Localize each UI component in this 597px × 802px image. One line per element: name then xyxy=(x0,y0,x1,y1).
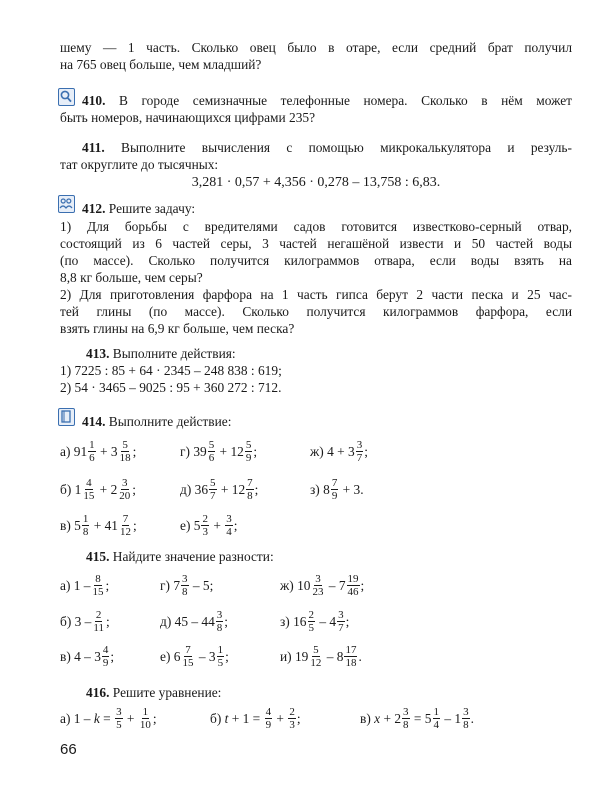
numerator: 3 xyxy=(116,705,122,718)
text-line: быть номеров, начинающихся цифрами 235? xyxy=(60,110,316,125)
fraction xyxy=(217,644,225,669)
denominator: 20 xyxy=(119,489,131,502)
item-label: ж) xyxy=(310,443,328,459)
expr-text: . xyxy=(470,710,474,726)
item-label: в) xyxy=(60,517,75,533)
expr-text: 36 xyxy=(194,481,209,497)
expr-text: 5 xyxy=(74,517,81,533)
fraction xyxy=(181,644,194,669)
text-line: 1) Для борьбы с вредителями садов готовится известково-серный отвар, xyxy=(60,219,572,234)
fraction xyxy=(102,644,110,669)
denominator: 7 xyxy=(210,489,216,502)
item-label: д) xyxy=(180,481,195,497)
denominator: 10 xyxy=(139,718,151,731)
fraction xyxy=(402,706,410,731)
expr-text: ; xyxy=(105,613,110,629)
denominator: 8 xyxy=(247,489,253,502)
item-label: д) xyxy=(160,613,175,629)
expr-text: 1 xyxy=(74,481,82,497)
expr-text: ; xyxy=(132,517,137,533)
text-line: 8,8 кг больше, чем серы? xyxy=(60,270,203,285)
problem-number: 413. xyxy=(86,346,110,361)
expr-text: ; xyxy=(364,443,368,459)
fraction xyxy=(88,439,96,464)
expr-text: 7 xyxy=(173,577,181,593)
numerator: 3 xyxy=(315,572,321,585)
numerator: 8 xyxy=(95,572,101,585)
problem-number: 411. xyxy=(82,140,105,155)
numerator: 5 xyxy=(245,438,252,451)
expr-text: 19 xyxy=(294,648,309,664)
fraction xyxy=(209,477,217,502)
expr-text: + xyxy=(273,710,288,726)
problem-title: Решите задачу: xyxy=(108,201,196,216)
denominator: 23 xyxy=(312,585,324,598)
fraction xyxy=(462,706,470,731)
exercise-item xyxy=(60,510,137,540)
expr-text: 8 xyxy=(323,481,330,497)
exercise-item xyxy=(310,436,368,466)
fraction xyxy=(288,706,296,731)
numerator: 2 xyxy=(289,705,295,718)
exercise-item xyxy=(160,606,228,636)
expr-text: ; xyxy=(224,613,229,629)
expr-text: 10 xyxy=(297,577,311,593)
expr-text: + 12 xyxy=(216,443,244,459)
expr-text: = 5 xyxy=(410,710,432,726)
denominator: 4 xyxy=(226,525,232,538)
expr-text: ; xyxy=(105,577,110,593)
fraction xyxy=(139,706,152,731)
fraction xyxy=(92,573,105,598)
exercise-item xyxy=(160,570,213,600)
item-label: б) xyxy=(210,710,225,726)
problem-title: Решите уравнение: xyxy=(112,685,222,700)
item-label: а) xyxy=(60,577,74,593)
numerator: 17 xyxy=(345,643,357,656)
text-line: 1) 7225 : 85 + 64 · 2345 – 248 838 : 619; xyxy=(60,363,282,378)
denominator: 8 xyxy=(403,718,409,731)
problem-title: Найдите значение разности: xyxy=(112,549,274,564)
numerator: 2 xyxy=(95,608,102,621)
expr-text: ; xyxy=(296,710,301,726)
expr-text: ; xyxy=(254,481,259,497)
expr-text: – 7 xyxy=(325,577,346,593)
denominator: 12 xyxy=(310,656,322,669)
text-line: тей глины (по массе). Сколько получится килограммов фарфора, если xyxy=(60,304,572,319)
denominator: 5 xyxy=(217,656,224,669)
expr-text: 4 + 3 xyxy=(327,443,355,459)
fraction xyxy=(331,477,339,502)
denominator: 12 xyxy=(119,525,131,538)
text-line: В городе семизначные телефонные номера. Сколько в нём может xyxy=(119,93,572,108)
expr-text: 3 – xyxy=(74,613,92,629)
denominator: 5 xyxy=(308,621,314,634)
fraction xyxy=(119,439,132,464)
magnifier-icon xyxy=(58,88,75,106)
fraction xyxy=(201,513,209,538)
item-label: в) xyxy=(360,710,375,726)
problem-title: Выполните действие: xyxy=(108,414,232,429)
expr-text: + 41 xyxy=(90,517,118,533)
fraction xyxy=(92,609,105,634)
exercise-item xyxy=(60,436,136,466)
numerator: 3 xyxy=(182,572,188,585)
fraction xyxy=(245,439,253,464)
problem-number: 416. xyxy=(86,685,110,700)
problem-number: 415. xyxy=(86,549,110,564)
text-line: 2) 54 · 3465 – 9025 : 95 + 360 272 : 712. xyxy=(60,380,282,395)
numerator: 5 xyxy=(313,643,319,656)
denominator: 9 xyxy=(265,718,272,731)
expr-text: ; xyxy=(360,577,365,593)
problem-title: Выполните действия: xyxy=(112,346,236,361)
equation-item xyxy=(210,703,301,733)
text-line: тат округлите до тысячных: xyxy=(60,157,219,172)
text-line: Выполните вычисления с помощью микрокалькулятора и резуль- xyxy=(121,140,572,155)
expr-text: . xyxy=(358,648,362,664)
numerator: 4 xyxy=(86,476,92,489)
numerator: 3 xyxy=(356,438,363,451)
denominator: 4 xyxy=(433,718,439,731)
denominator: 15 xyxy=(92,585,104,598)
text-line: на 765 овец больше, чем младший? xyxy=(60,57,262,72)
exercise-item xyxy=(280,606,349,636)
text-line: взять глины на 6,9 кг больше, чем песка? xyxy=(60,321,295,336)
expr-text: + 1 = xyxy=(228,710,264,726)
numerator: 1 xyxy=(433,705,439,718)
expr-text: 16 xyxy=(293,613,307,629)
numerator: 5 xyxy=(122,438,128,451)
numerator: 3 xyxy=(338,608,344,621)
numerator: 7 xyxy=(185,643,191,656)
item-label: б) xyxy=(60,481,75,497)
expr-text: 4 – 3 xyxy=(74,648,101,664)
denominator: 46 xyxy=(347,585,359,598)
numerator: 1 xyxy=(82,512,89,525)
denominator: 7 xyxy=(338,621,344,634)
denominator: 8 xyxy=(216,621,223,634)
numerator: 1 xyxy=(142,705,149,718)
expr-text: 1 – xyxy=(73,577,91,593)
expr-text: – 5; xyxy=(189,577,214,593)
expr-text: = xyxy=(99,710,115,726)
fraction xyxy=(119,513,132,538)
exercise-item xyxy=(310,474,364,504)
exercise-item xyxy=(60,474,136,504)
fraction xyxy=(347,573,360,598)
expr-text: 5 xyxy=(193,517,201,533)
intro-text xyxy=(60,39,572,73)
numerator: 1 xyxy=(89,438,95,451)
exercise-item xyxy=(280,570,364,600)
problem-412-text xyxy=(60,218,572,337)
text-line: (по массе). Сколько получится килограммов отвара, если воды взять на xyxy=(60,253,572,268)
problem-414 xyxy=(82,413,572,430)
equation-item xyxy=(360,703,474,733)
variable: t xyxy=(224,710,229,726)
problem-number: 412. xyxy=(82,201,106,216)
fraction xyxy=(311,573,324,598)
item-label: ж) xyxy=(280,577,298,593)
expr-text: + xyxy=(123,710,138,726)
expr-text: + 12 xyxy=(217,481,246,497)
fraction xyxy=(344,644,357,669)
expr-text: – 3 xyxy=(195,648,216,664)
denominator: 9 xyxy=(102,656,109,669)
fraction xyxy=(115,706,123,731)
expr-text: ; xyxy=(132,443,137,459)
item-label: е) xyxy=(180,517,194,533)
problem-410-cont xyxy=(60,109,572,126)
expr-text: + 2 xyxy=(380,710,402,726)
fraction xyxy=(308,609,316,634)
problem-411 xyxy=(82,139,572,156)
denominator: 5 xyxy=(116,718,122,731)
problem-416 xyxy=(86,684,572,701)
exercise-item xyxy=(160,641,229,671)
numerator: 5 xyxy=(208,438,215,451)
item-label: б) xyxy=(60,613,75,629)
equation-item xyxy=(60,703,157,733)
item-label: е) xyxy=(160,648,174,664)
item-label: и) xyxy=(280,648,295,664)
expr-text: 1 – xyxy=(73,710,94,726)
problem-number: 410. xyxy=(82,93,106,108)
expr-text: + xyxy=(209,517,225,533)
exercise-item xyxy=(60,570,109,600)
fraction xyxy=(265,706,273,731)
fraction xyxy=(118,477,131,502)
formula-411: 3,281 · 0,57 + 4,356 · 0,278 – 13,758 : 6,83. xyxy=(191,175,441,190)
numerator: 3 xyxy=(122,476,128,489)
numerator: 2 xyxy=(202,512,208,525)
denominator: 8 xyxy=(182,585,188,598)
exercise-item xyxy=(60,641,114,671)
expr-text: 6 xyxy=(173,648,181,664)
problem-415 xyxy=(86,548,572,565)
fraction xyxy=(216,609,224,634)
problem-410 xyxy=(82,92,572,109)
denominator: 3 xyxy=(202,525,208,538)
group-work-icon xyxy=(58,195,75,213)
denominator: 11 xyxy=(93,621,104,634)
fraction xyxy=(181,573,189,598)
denominator: 9 xyxy=(245,451,252,464)
numerator: 3 xyxy=(226,512,232,525)
notebook-icon xyxy=(58,408,75,426)
fraction xyxy=(82,477,95,502)
fraction xyxy=(337,609,345,634)
fraction xyxy=(246,477,254,502)
denominator: 6 xyxy=(89,451,95,464)
fraction xyxy=(208,439,216,464)
numerator: 4 xyxy=(265,705,272,718)
variable: x xyxy=(374,710,381,726)
expr-text: ; xyxy=(233,517,238,533)
text-line: 2) Для приготовления фарфора на 1 часть гипса берут 2 части песка и 25 час- xyxy=(60,287,572,302)
numerator: 7 xyxy=(122,512,129,525)
expr-text: 45 – 44 xyxy=(174,613,215,629)
expr-text: ; xyxy=(132,481,137,497)
exercise-item xyxy=(180,474,258,504)
expr-text: – 1 xyxy=(441,710,462,726)
problem-number: 414. xyxy=(82,414,106,429)
item-label: а) xyxy=(60,443,74,459)
denominator: 15 xyxy=(182,656,194,669)
denominator: 7 xyxy=(356,451,363,464)
expr-text: 39 xyxy=(193,443,207,459)
text-line: шему — 1 часть. Сколько овец было в отаре, если средний брат получил xyxy=(60,40,572,55)
fraction xyxy=(225,513,233,538)
fraction xyxy=(82,513,90,538)
numerator: 2 xyxy=(308,608,314,621)
numerator: 7 xyxy=(331,476,338,489)
problem-413 xyxy=(86,345,572,362)
expr-text: – 8 xyxy=(323,648,344,664)
expr-text: ; xyxy=(110,648,115,664)
denominator: 8 xyxy=(82,525,89,538)
numerator: 4 xyxy=(102,643,109,656)
expr-text: + 3. xyxy=(339,481,364,497)
item-label: в) xyxy=(60,648,75,664)
fraction xyxy=(309,644,322,669)
numerator: 3 xyxy=(463,705,469,718)
item-label: а) xyxy=(60,710,74,726)
expr-text: ; xyxy=(253,443,258,459)
expr-text: ; xyxy=(345,613,350,629)
denominator: 18 xyxy=(345,656,357,669)
variable: k xyxy=(93,710,100,726)
numerator: 19 xyxy=(347,572,359,585)
problem-412 xyxy=(82,200,572,217)
exercise-item xyxy=(60,606,110,636)
denominator: 6 xyxy=(208,451,215,464)
problem-413-text xyxy=(60,362,572,396)
problem-411-cont xyxy=(60,156,572,173)
numerator: 3 xyxy=(403,705,409,718)
denominator: 15 xyxy=(83,489,95,502)
item-label: з) xyxy=(310,481,324,497)
fraction xyxy=(356,439,364,464)
numerator: 7 xyxy=(247,476,253,489)
numerator: 3 xyxy=(216,608,223,621)
exercise-item xyxy=(180,436,257,466)
item-label: г) xyxy=(160,577,174,593)
numerator: 5 xyxy=(210,476,216,489)
expr-text: + 2 xyxy=(96,481,118,497)
numerator: 1 xyxy=(217,643,224,656)
fraction xyxy=(433,706,441,731)
page-number: 66 xyxy=(60,741,77,758)
item-label: з) xyxy=(280,613,294,629)
denominator: 3 xyxy=(289,718,295,731)
denominator: 9 xyxy=(331,489,338,502)
expr-text: – 4 xyxy=(316,613,337,629)
item-label: г) xyxy=(180,443,194,459)
text-line: состоящий из 6 частей серы, 3 частей негашёной извести и 50 частей воды xyxy=(60,236,572,251)
expr-text: ; xyxy=(225,648,229,664)
denominator: 8 xyxy=(463,718,469,731)
expr-text: 91 xyxy=(73,443,88,459)
denominator: 18 xyxy=(119,451,131,464)
expr-text: ; xyxy=(152,710,157,726)
exercise-item xyxy=(280,641,362,671)
expr-text: + 3 xyxy=(96,443,118,459)
exercise-item xyxy=(180,510,237,540)
